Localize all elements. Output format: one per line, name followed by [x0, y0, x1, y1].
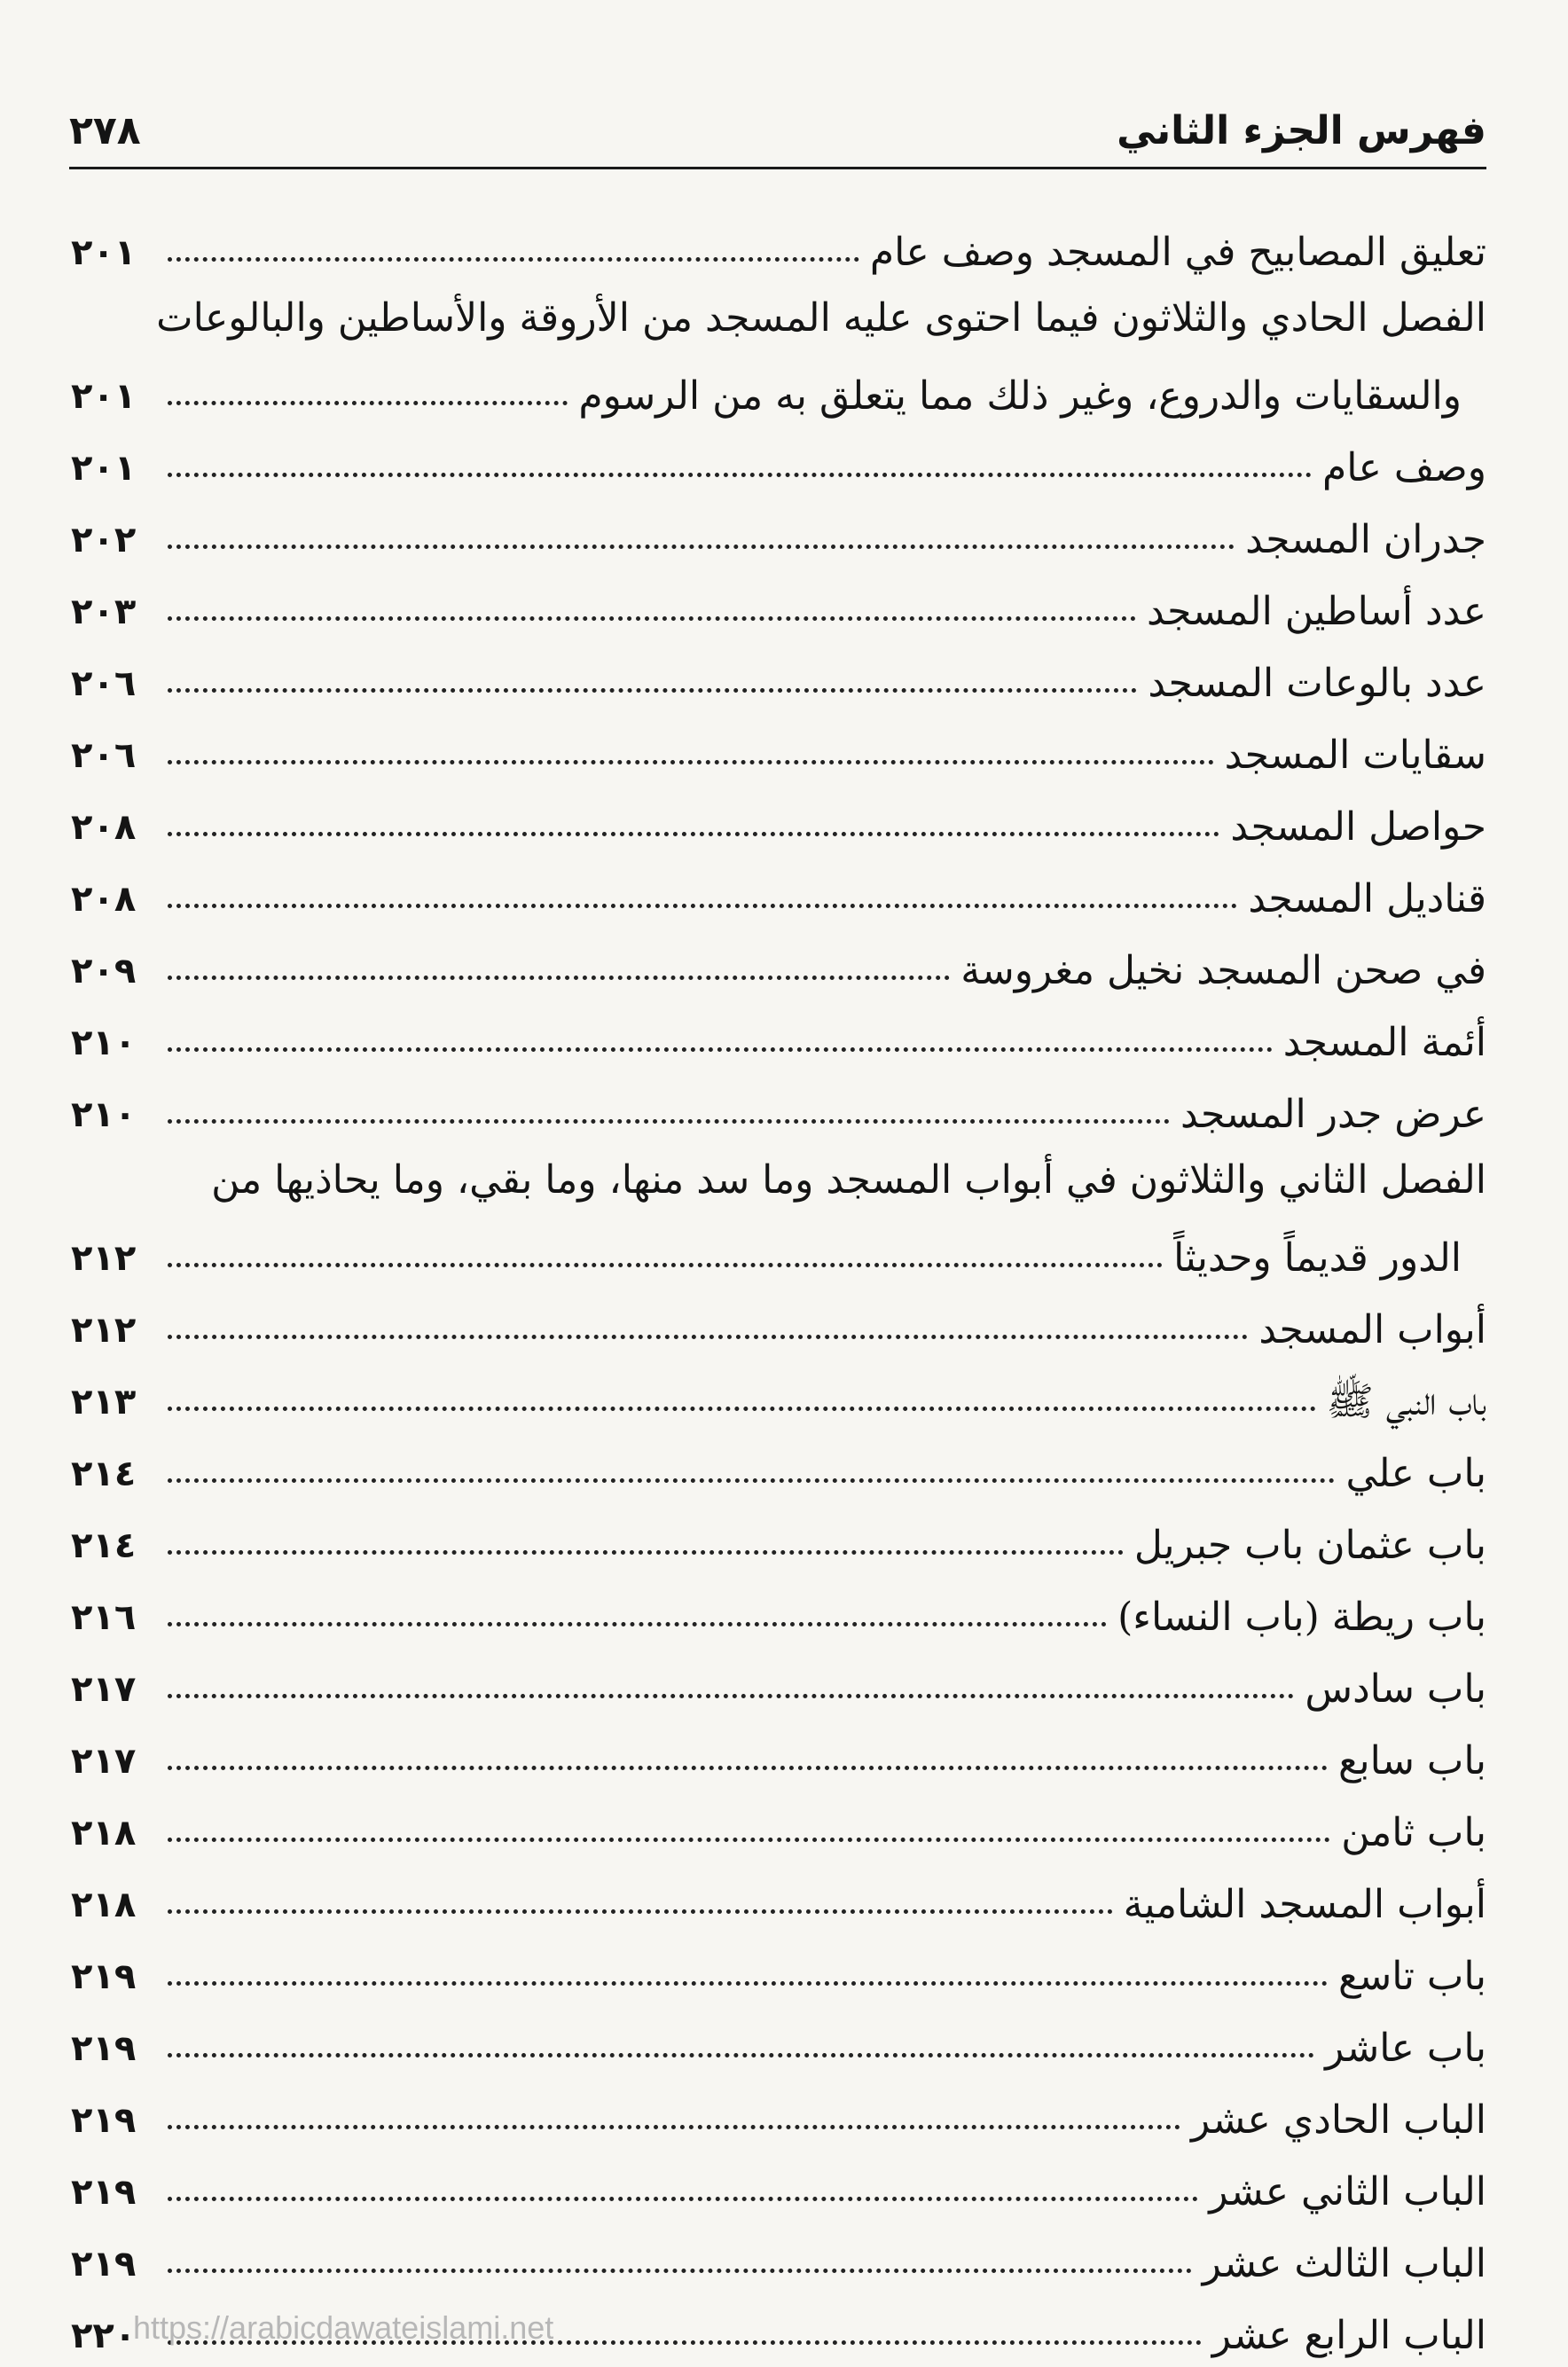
toc-entry-text: باب سادس [1305, 1666, 1486, 1712]
watermark-url: https://arabicdawateislami.net [133, 2309, 554, 2346]
dot-leader [168, 904, 1237, 908]
dot-leader [168, 1335, 1248, 1339]
toc-entry-text: باب عاشر [1325, 2026, 1486, 2071]
table-of-contents [71, 211, 1486, 2366]
toc-entry-page: ٢٢٠ [71, 2316, 137, 2356]
toc-entry-text: حواصل المسجد [1230, 804, 1486, 850]
toc-entry [71, 1863, 1486, 1935]
dot-leader [168, 1694, 1294, 1698]
dot-leader [168, 976, 950, 980]
chapter-heading-line [71, 283, 1486, 355]
toc-entry-page: ٢١٩ [71, 2028, 137, 2069]
dot-leader [168, 688, 1137, 693]
toc-entry-text: سقايات المسجد [1224, 733, 1486, 778]
dot-leader [168, 1766, 1328, 1770]
dot-leader [168, 760, 1214, 764]
toc-entry [71, 1791, 1486, 1863]
toc-entry-text: أئمة المسجد [1282, 1020, 1486, 1065]
toc-entry [71, 1289, 1486, 1360]
dot-leader [168, 832, 1219, 836]
toc-entry [71, 2079, 1486, 2151]
dot-leader [168, 401, 568, 405]
toc-entry-text: باب ثامن [1341, 1810, 1486, 1855]
dot-leader [168, 1119, 1170, 1124]
chapter-heading-text: الفصل الثاني والثلاثون في أبواب المسجد وما سد منها، وما بقي، وما يحاذيها من [211, 1157, 1486, 1203]
dot-leader [168, 2125, 1180, 2129]
toc-entry-page: ٢١٤ [71, 1525, 137, 1566]
toc-entry-page: ٢١٣ [71, 1382, 137, 1423]
toc-entry-page: ٢٠٦ [71, 663, 137, 704]
page-title: فهرس الجزء الثاني [1117, 108, 1486, 153]
dot-leader [168, 1909, 1113, 1914]
toc-entry [71, 642, 1486, 714]
toc-entry [71, 1648, 1486, 1720]
toc-entry-text: باب عثمان باب جبريل [1133, 1523, 1486, 1568]
toc-entry [71, 1576, 1486, 1648]
toc-entry-page: ٢٠٨ [71, 807, 137, 848]
toc-entry [71, 858, 1486, 929]
toc-entry-page: ٢١٩ [71, 2244, 137, 2285]
dot-leader [168, 1622, 1107, 1626]
dot-leader [168, 257, 859, 262]
chapter-heading-text: الفصل الحادي والثلاثون فيما احتوى عليه المسجد من الأروقة والأساطين والبالوعات [156, 295, 1486, 341]
toc-entry-page: ٢٠٨ [71, 879, 137, 920]
toc-entry-page: ٢١٩ [71, 2172, 137, 2213]
dot-leader [168, 1550, 1124, 1555]
toc-entry [71, 1432, 1486, 1504]
toc-entry-text: عدد بالوعات المسجد [1148, 661, 1486, 706]
toc-entry-page: ٢١٩ [71, 2100, 137, 2141]
toc-entry-page: ٢١٤ [71, 1454, 137, 1494]
toc-entry-page: ٢١٢ [71, 1238, 137, 1279]
toc-entry [71, 1504, 1486, 1576]
toc-entry-page: ٢١٧ [71, 1669, 137, 1710]
dot-leader [168, 1407, 1316, 1411]
toc-entry-page: ٢٠١ [71, 232, 137, 273]
toc-entry-page: ٢٠٦ [71, 735, 137, 776]
dot-leader [168, 2269, 1192, 2273]
toc-entry [71, 2007, 1486, 2079]
toc-entry-text: عرض جدر المسجد [1180, 1092, 1486, 1137]
toc-entry-text: باب النبي ﷺ [1326, 1379, 1486, 1424]
toc-entry-page: ٢١٠ [71, 1094, 137, 1135]
toc-entry [71, 2222, 1486, 2294]
toc-entry-page: ٢٠١ [71, 448, 137, 489]
chapter-heading-line [71, 1145, 1486, 1217]
toc-entry-text: عدد أساطين المسجد [1146, 589, 1486, 634]
toc-entry-text: والسقايات والدروع، وغير ذلك مما يتعلق به من الرسوم [578, 373, 1462, 419]
toc-entry-text: باب علي [1345, 1451, 1486, 1496]
toc-entry-page: ٢١٦ [71, 1597, 137, 1638]
dot-leader [168, 2053, 1314, 2057]
toc-entry [71, 929, 1486, 1001]
toc-entry [71, 570, 1486, 642]
toc-entry [71, 2151, 1486, 2222]
page-header [69, 105, 1486, 169]
toc-entry-page: ٢١٩ [71, 1956, 137, 1997]
toc-entry-text: باب ريطة (باب النساء) [1117, 1595, 1486, 1640]
toc-entry-page: ٢٠٢ [71, 520, 137, 560]
dot-leader [168, 1981, 1328, 1986]
toc-entry-page: ٢١٠ [71, 1023, 137, 1063]
toc-entry-page: ٢١٨ [71, 1813, 137, 1854]
toc-entry-text: وصف عام [1321, 445, 1486, 490]
toc-entry-text: الباب الثاني عشر [1209, 2169, 1486, 2214]
toc-entry-page: ٢١٨ [71, 1885, 137, 1925]
toc-entry [71, 714, 1486, 786]
toc-entry-text: قناديل المسجد [1248, 876, 1486, 921]
dot-leader [168, 1478, 1335, 1483]
toc-entry [71, 1720, 1486, 1791]
toc-entry [71, 1217, 1486, 1289]
toc-entry [71, 1001, 1486, 1073]
toc-entry [71, 1073, 1486, 1145]
toc-entry-page: ٢٠٣ [71, 592, 137, 632]
toc-entry [71, 1935, 1486, 2007]
toc-entry-page: ٢٠٩ [71, 951, 137, 991]
page-number: ٢٧٨ [69, 108, 141, 153]
toc-entry-text: باب سابع [1338, 1738, 1486, 1783]
dot-leader [168, 1263, 1163, 1267]
dot-leader [168, 2197, 1198, 2201]
toc-entry [71, 427, 1486, 498]
toc-entry [71, 498, 1486, 570]
toc-entry-text: جدران المسجد [1245, 517, 1486, 562]
toc-entry [71, 355, 1486, 427]
toc-entry-text: الدور قديماً وحديثاً [1173, 1235, 1462, 1281]
toc-entry-page: ٢٠١ [71, 376, 137, 417]
dot-leader [168, 616, 1136, 621]
toc-entry-page: ٢١٧ [71, 1741, 137, 1782]
toc-entry-text: الباب الحادي عشر [1191, 2097, 1486, 2143]
dot-leader [168, 1047, 1273, 1052]
toc-entry [71, 786, 1486, 858]
toc-entry-text: في صحن المسجد نخيل مغروسة [960, 948, 1486, 993]
toc-entry-text: تعليق المصابيح في المسجد وصف عام [869, 230, 1486, 275]
toc-entry-text: الباب الرابع عشر [1211, 2313, 1486, 2358]
toc-entry-text: أبواب المسجد الشامية [1123, 1882, 1486, 1927]
dot-leader [168, 1838, 1330, 1842]
toc-entry [71, 211, 1486, 283]
toc-entry-text: الباب الثالث عشر [1202, 2241, 1486, 2286]
toc-entry-text: باب تاسع [1338, 1954, 1486, 1999]
dot-leader [168, 473, 1312, 477]
toc-entry [71, 1360, 1486, 1432]
toc-entry-text: أبواب المسجد [1258, 1307, 1486, 1352]
toc-entry-page: ٢١٢ [71, 1310, 137, 1351]
dot-leader [168, 545, 1235, 549]
